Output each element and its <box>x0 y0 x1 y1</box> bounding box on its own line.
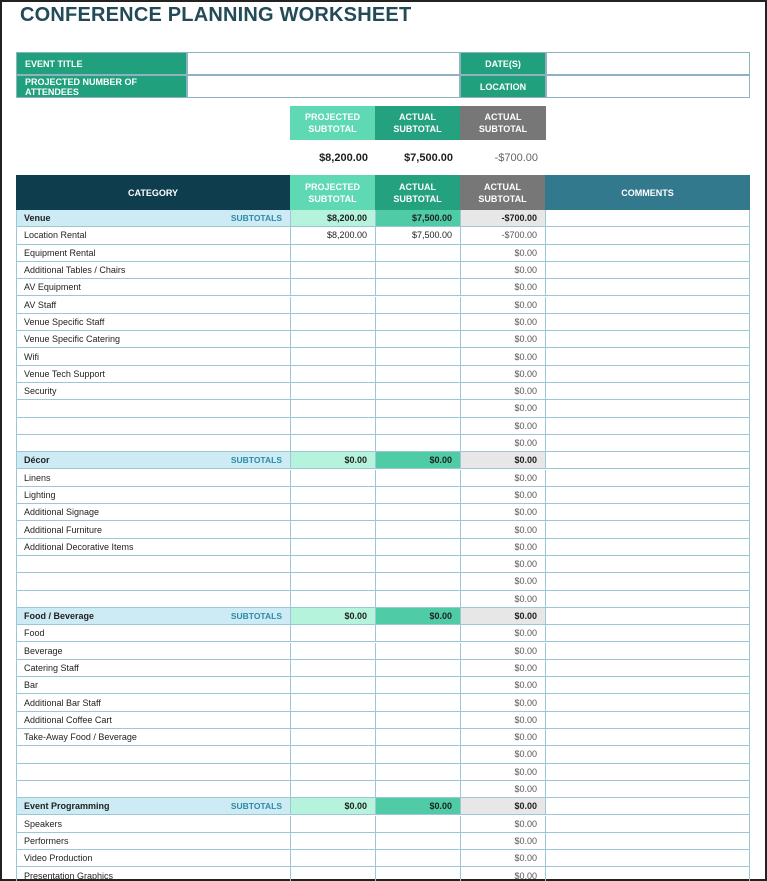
category-cell[interactable] <box>16 504 290 520</box>
table-row <box>16 400 750 417</box>
category-label: Additional Furniture <box>24 524 103 535</box>
difference-cell: $0.00 <box>460 297 545 313</box>
projected-cell[interactable] <box>290 556 375 572</box>
event-info-block <box>16 52 750 99</box>
difference-cell: $0.00 <box>460 573 545 589</box>
comments-cell[interactable] <box>545 694 750 710</box>
difference-cell: $0.00 <box>460 833 545 849</box>
table-row <box>16 694 750 711</box>
summary-actual-value: $7,500.00 <box>404 152 453 164</box>
category-cell[interactable] <box>16 712 290 728</box>
summary-projected-header: PROJECTED SUBTOTAL <box>290 106 375 140</box>
actual-cell[interactable]: $7,500.00 <box>375 210 460 226</box>
category-cell[interactable] <box>16 694 290 710</box>
category-label: Catering Staff <box>24 662 79 673</box>
category-cell[interactable] <box>16 729 290 745</box>
comments-cell[interactable] <box>545 297 750 313</box>
projected-cell[interactable] <box>290 850 375 866</box>
comments-cell[interactable] <box>545 539 750 555</box>
table-row <box>16 314 750 331</box>
projected-cell[interactable] <box>290 262 375 278</box>
projected-cell[interactable] <box>290 539 375 555</box>
difference-cell: -$700.00 <box>460 227 545 243</box>
actual-cell[interactable] <box>375 314 460 330</box>
projected-cell[interactable] <box>290 279 375 295</box>
comments-cell[interactable] <box>545 314 750 330</box>
difference-cell: $0.00 <box>460 383 545 399</box>
attendees-label: PROJECTED NUMBER OF ATTENDEES <box>16 75 187 98</box>
comments-cell[interactable] <box>545 227 750 243</box>
actual-cell[interactable] <box>375 366 460 382</box>
subtotals-label: SUBTOTALS <box>230 801 282 812</box>
projected-cell[interactable]: $0.00 <box>290 608 375 624</box>
table-row <box>16 677 750 694</box>
comments-cell[interactable] <box>545 245 750 261</box>
actual-cell[interactable] <box>375 245 460 261</box>
comments-cell[interactable] <box>545 348 750 364</box>
table-row <box>16 227 750 244</box>
projected-cell[interactable] <box>290 591 375 607</box>
actual-cell[interactable]: $0.00 <box>375 608 460 624</box>
summary-actual-header: ACTUAL SUBTOTAL <box>375 106 460 140</box>
table-row <box>16 383 750 400</box>
difference-cell: $0.00 <box>460 556 545 572</box>
category-label: Venue Specific Catering <box>24 334 121 345</box>
category-label: Speakers <box>24 818 63 829</box>
table-row <box>16 643 750 660</box>
comments-cell[interactable] <box>545 400 750 416</box>
table-row <box>16 833 750 850</box>
category-label: Location Rental <box>24 230 87 241</box>
comments-cell[interactable] <box>545 591 750 607</box>
table-row <box>16 504 750 521</box>
category-label: Additional Signage <box>24 507 100 518</box>
attendees-field[interactable] <box>187 75 460 98</box>
projected-cell[interactable] <box>290 331 375 347</box>
difference-cell: $0.00 <box>460 729 545 745</box>
actual-cell[interactable] <box>375 383 460 399</box>
actual-cell[interactable]: $0.00 <box>375 452 460 468</box>
projected-cell[interactable] <box>290 764 375 780</box>
projected-cell[interactable] <box>290 297 375 313</box>
category-label: Additional Coffee Cart <box>24 714 112 725</box>
difference-cell: $0.00 <box>460 504 545 520</box>
difference-cell: $0.00 <box>460 366 545 382</box>
category-cell[interactable] <box>16 625 290 641</box>
summary-diff-value: -$700.00 <box>494 152 538 164</box>
table-row <box>16 712 750 729</box>
comments-cell[interactable] <box>545 262 750 278</box>
comments-cell[interactable] <box>545 798 750 814</box>
actual-cell[interactable] <box>375 400 460 416</box>
comments-cell[interactable] <box>545 366 750 382</box>
difference-cell: $0.00 <box>460 798 545 814</box>
category-label: Beverage <box>24 645 63 656</box>
summary-diff-header: ACTUAL SUBTOTAL <box>460 106 546 140</box>
summary-projected-value: $8,200.00 <box>319 152 368 164</box>
category-label: Security <box>24 386 57 397</box>
comments-cell[interactable] <box>545 418 750 434</box>
actual-column-header: ACTUAL SUBTOTAL <box>375 175 460 210</box>
actual-cell[interactable] <box>375 625 460 641</box>
table-row <box>16 850 750 867</box>
table-row <box>16 556 750 573</box>
event-title-field[interactable] <box>187 52 460 75</box>
table-row <box>16 781 750 798</box>
category-cell[interactable] <box>16 677 290 693</box>
projected-cell[interactable] <box>290 245 375 261</box>
projected-cell[interactable] <box>290 746 375 762</box>
dates-label: DATE(S) <box>460 52 546 75</box>
category-label: Wifi <box>24 351 39 362</box>
difference-cell: $0.00 <box>460 591 545 607</box>
category-cell[interactable] <box>16 764 290 780</box>
category-label: Lighting <box>24 489 56 500</box>
difference-cell: $0.00 <box>460 245 545 261</box>
actual-cell[interactable] <box>375 297 460 313</box>
difference-cell: $0.00 <box>460 677 545 693</box>
difference-cell: $0.00 <box>460 262 545 278</box>
category-label: Venue Tech Support <box>24 368 105 379</box>
actual-cell[interactable] <box>375 487 460 503</box>
comments-cell[interactable] <box>545 470 750 486</box>
projected-cell[interactable] <box>290 833 375 849</box>
comments-cell[interactable] <box>545 816 750 832</box>
category-cell[interactable] <box>16 816 290 832</box>
comments-cell[interactable] <box>545 573 750 589</box>
actual-cell[interactable]: $7,500.00 <box>375 227 460 243</box>
comments-cell[interactable] <box>545 452 750 468</box>
projected-column-header: PROJECTED SUBTOTAL <box>290 175 375 210</box>
table-row <box>16 625 750 642</box>
table-row <box>16 573 750 590</box>
actual-cell[interactable] <box>375 660 460 676</box>
subtotals-label: SUBTOTALS <box>230 611 282 622</box>
table-row <box>16 470 750 487</box>
category-cell[interactable] <box>16 400 290 416</box>
projected-cell[interactable] <box>290 504 375 520</box>
comments-cell[interactable] <box>545 556 750 572</box>
category-cell[interactable] <box>16 850 290 866</box>
category-label: AV Staff <box>24 299 57 310</box>
actual-cell[interactable] <box>375 816 460 832</box>
actual-cell[interactable] <box>375 435 460 451</box>
category-cell[interactable] <box>16 366 290 382</box>
category-cell[interactable] <box>16 297 290 313</box>
difference-cell: $0.00 <box>460 348 545 364</box>
comments-cell[interactable] <box>545 521 750 537</box>
table-row <box>16 539 750 556</box>
table-row <box>16 279 750 296</box>
category-label: Décor <box>24 455 50 466</box>
comments-cell[interactable] <box>545 729 750 745</box>
section-row <box>16 452 750 469</box>
category-cell[interactable] <box>16 591 290 607</box>
comments-cell[interactable] <box>545 383 750 399</box>
actual-cell[interactable] <box>375 331 460 347</box>
projected-cell[interactable]: $8,200.00 <box>290 210 375 226</box>
table-row <box>16 418 750 435</box>
section-name[interactable] <box>16 798 290 814</box>
projected-cell[interactable] <box>290 573 375 589</box>
category-label: Additional Tables / Chairs <box>24 265 126 276</box>
comments-cell[interactable] <box>545 331 750 347</box>
projected-cell[interactable] <box>290 816 375 832</box>
comments-cell[interactable] <box>545 746 750 762</box>
comments-cell[interactable] <box>545 210 750 226</box>
actual-cell[interactable] <box>375 677 460 693</box>
projected-cell[interactable] <box>290 781 375 797</box>
location-label: LOCATION <box>460 75 546 98</box>
projected-cell[interactable]: $8,200.00 <box>290 227 375 243</box>
category-cell[interactable] <box>16 435 290 451</box>
dates-field[interactable] <box>546 52 750 75</box>
table-row <box>16 764 750 781</box>
section-row <box>16 798 750 815</box>
subtotals-label: SUBTOTALS <box>230 213 282 224</box>
difference-cell: $0.00 <box>460 470 545 486</box>
difference-cell: $0.00 <box>460 521 545 537</box>
projected-cell[interactable] <box>290 677 375 693</box>
table-row <box>16 660 750 677</box>
actual-cell[interactable] <box>375 539 460 555</box>
actual-cell[interactable] <box>375 470 460 486</box>
comments-cell[interactable] <box>545 833 750 849</box>
location-field[interactable] <box>546 75 750 98</box>
category-label: Venue Specific Staff <box>24 316 105 327</box>
category-cell[interactable] <box>16 245 290 261</box>
category-cell[interactable] <box>16 348 290 364</box>
comments-cell[interactable] <box>545 712 750 728</box>
category-cell[interactable] <box>16 556 290 572</box>
category-cell[interactable] <box>16 227 290 243</box>
difference-cell: $0.00 <box>460 539 545 555</box>
actual-cell[interactable]: $0.00 <box>375 798 460 814</box>
category-label: Equipment Rental <box>24 247 96 258</box>
comments-column-header: COMMENTS <box>545 175 750 210</box>
difference-cell: $0.00 <box>460 452 545 468</box>
category-cell[interactable] <box>16 573 290 589</box>
section-row <box>16 608 750 625</box>
section-name[interactable] <box>16 210 290 226</box>
actual-cell[interactable] <box>375 591 460 607</box>
table-row <box>16 591 750 608</box>
category-cell[interactable] <box>16 383 290 399</box>
comments-cell[interactable] <box>545 764 750 780</box>
table-row <box>16 297 750 314</box>
projected-cell[interactable] <box>290 712 375 728</box>
actual-cell[interactable] <box>375 262 460 278</box>
projected-cell[interactable] <box>290 729 375 745</box>
difference-cell: $0.00 <box>460 418 545 434</box>
projected-cell[interactable] <box>290 694 375 710</box>
actual-cell[interactable] <box>375 348 460 364</box>
actual-cell[interactable] <box>375 643 460 659</box>
category-column-header: CATEGORY <box>16 175 290 210</box>
difference-cell: $0.00 <box>460 314 545 330</box>
projected-cell[interactable] <box>290 521 375 537</box>
category-label: Bar <box>24 680 39 691</box>
category-cell[interactable] <box>16 867 290 881</box>
table-row <box>16 746 750 763</box>
table-row <box>16 729 750 746</box>
actual-cell[interactable] <box>375 746 460 762</box>
projected-cell[interactable]: $0.00 <box>290 452 375 468</box>
category-cell[interactable] <box>16 660 290 676</box>
comments-cell[interactable] <box>545 504 750 520</box>
category-label: Take-Away Food / Beverage <box>24 732 137 743</box>
comments-cell[interactable] <box>545 677 750 693</box>
comments-cell[interactable] <box>545 608 750 624</box>
category-cell[interactable] <box>16 279 290 295</box>
category-cell[interactable] <box>16 539 290 555</box>
comments-cell[interactable] <box>545 643 750 659</box>
comments-cell[interactable] <box>545 781 750 797</box>
projected-cell[interactable] <box>290 366 375 382</box>
category-cell[interactable] <box>16 746 290 762</box>
page-title: CONFERENCE PLANNING WORKSHEET <box>20 4 412 26</box>
table-row <box>16 348 750 365</box>
actual-cell[interactable] <box>375 833 460 849</box>
actual-cell[interactable] <box>375 867 460 881</box>
comments-cell[interactable] <box>545 279 750 295</box>
comments-cell[interactable] <box>545 435 750 451</box>
category-cell[interactable] <box>16 487 290 503</box>
difference-cell: $0.00 <box>460 694 545 710</box>
category-label: Video Production <box>24 853 93 864</box>
table-right-border <box>749 210 750 881</box>
difference-cell: $0.00 <box>460 781 545 797</box>
table-row <box>16 487 750 504</box>
comments-cell[interactable] <box>545 660 750 676</box>
difference-cell: $0.00 <box>460 435 545 451</box>
difference-cell: $0.00 <box>460 331 545 347</box>
projected-cell[interactable]: $0.00 <box>290 798 375 814</box>
projected-cell[interactable] <box>290 400 375 416</box>
table-row <box>16 435 750 452</box>
projected-cell[interactable] <box>290 625 375 641</box>
difference-cell: $0.00 <box>460 400 545 416</box>
section-name[interactable] <box>16 608 290 624</box>
category-label: Presentation Graphics <box>24 870 114 881</box>
actual-cell[interactable] <box>375 418 460 434</box>
category-cell[interactable] <box>16 781 290 797</box>
difference-cell: $0.00 <box>460 487 545 503</box>
projected-cell[interactable] <box>290 660 375 676</box>
category-cell[interactable] <box>16 833 290 849</box>
difference-cell: $0.00 <box>460 850 545 866</box>
comments-cell[interactable] <box>545 867 750 881</box>
actual-cell[interactable] <box>375 694 460 710</box>
category-cell[interactable] <box>16 314 290 330</box>
comments-cell[interactable] <box>545 625 750 641</box>
projected-cell[interactable] <box>290 435 375 451</box>
category-label: Additional Bar Staff <box>24 697 101 708</box>
projected-cell[interactable] <box>290 418 375 434</box>
table-row <box>16 331 750 348</box>
difference-cell: $0.00 <box>460 625 545 641</box>
actual-cell[interactable] <box>375 781 460 797</box>
diff-column-header: ACTUAL SUBTOTAL <box>460 175 545 210</box>
comments-cell[interactable] <box>545 850 750 866</box>
table-row <box>16 262 750 279</box>
difference-cell: -$700.00 <box>460 210 545 226</box>
category-label: Food <box>24 628 45 639</box>
projected-cell[interactable] <box>290 643 375 659</box>
actual-cell[interactable] <box>375 556 460 572</box>
category-label: AV Equipment <box>24 282 81 293</box>
category-cell[interactable] <box>16 418 290 434</box>
difference-cell: $0.00 <box>460 712 545 728</box>
section-row <box>16 210 750 227</box>
table-row <box>16 366 750 383</box>
table-left-border <box>16 210 17 881</box>
projected-cell[interactable] <box>290 470 375 486</box>
actual-cell[interactable] <box>375 521 460 537</box>
actual-cell[interactable] <box>375 712 460 728</box>
actual-cell[interactable] <box>375 504 460 520</box>
category-label: Additional Decorative Items <box>24 541 134 552</box>
category-cell[interactable] <box>16 643 290 659</box>
projected-cell[interactable] <box>290 314 375 330</box>
category-cell[interactable] <box>16 521 290 537</box>
category-label: Food / Beverage <box>24 611 95 622</box>
category-cell[interactable] <box>16 262 290 278</box>
section-name[interactable] <box>16 452 290 468</box>
category-label: Performers <box>24 835 69 846</box>
category-label: Linens <box>24 472 51 483</box>
table-row <box>16 245 750 262</box>
difference-cell: $0.00 <box>460 764 545 780</box>
table-row <box>16 816 750 833</box>
projected-cell[interactable] <box>290 348 375 364</box>
difference-cell: $0.00 <box>460 746 545 762</box>
actual-cell[interactable] <box>375 729 460 745</box>
difference-cell: $0.00 <box>460 816 545 832</box>
actual-cell[interactable] <box>375 279 460 295</box>
category-label: Event Programming <box>24 801 110 812</box>
difference-cell: $0.00 <box>460 643 545 659</box>
table-row <box>16 867 750 881</box>
subtotals-label: SUBTOTALS <box>230 455 282 466</box>
actual-cell[interactable] <box>375 573 460 589</box>
difference-cell: $0.00 <box>460 867 545 881</box>
actual-cell[interactable] <box>375 764 460 780</box>
event-title-label: EVENT TITLE <box>16 52 187 75</box>
difference-cell: $0.00 <box>460 279 545 295</box>
category-label: Venue <box>24 213 51 224</box>
projected-cell[interactable] <box>290 383 375 399</box>
table-row <box>16 521 750 538</box>
difference-cell: $0.00 <box>460 608 545 624</box>
category-cell[interactable] <box>16 331 290 347</box>
difference-cell: $0.00 <box>460 660 545 676</box>
actual-cell[interactable] <box>375 850 460 866</box>
comments-cell[interactable] <box>545 487 750 503</box>
category-cell[interactable] <box>16 470 290 486</box>
projected-cell[interactable] <box>290 487 375 503</box>
projected-cell[interactable] <box>290 867 375 881</box>
